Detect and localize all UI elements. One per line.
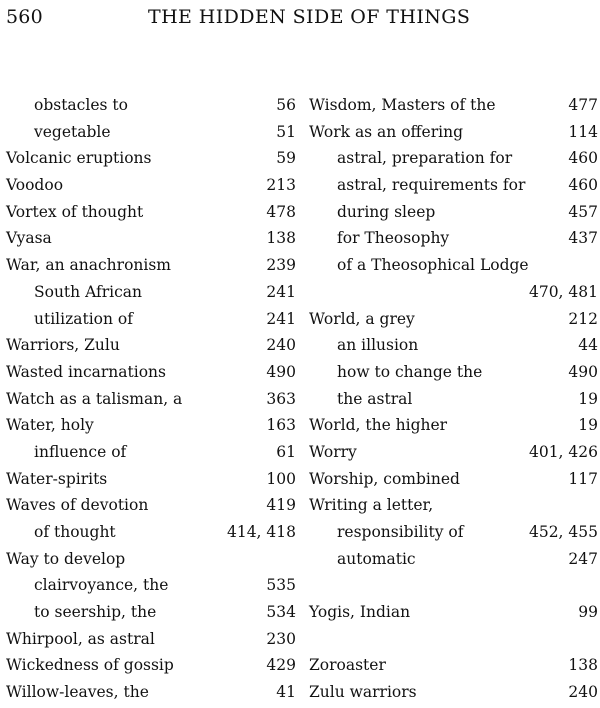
index-entry bbox=[6, 679, 296, 706]
index-page-refs: 100 bbox=[266, 469, 296, 488]
index-term: Work as an offering bbox=[309, 122, 464, 141]
index-entry bbox=[6, 546, 296, 573]
index-page-refs: 437 bbox=[568, 229, 598, 248]
index-term: Way to develop bbox=[6, 549, 126, 568]
index-entry bbox=[6, 199, 296, 226]
index-page-refs: 213 bbox=[266, 176, 296, 195]
index-entry bbox=[6, 119, 296, 146]
index-page-refs: 419 bbox=[266, 496, 296, 515]
index-entry bbox=[309, 279, 598, 306]
index-entry bbox=[6, 359, 296, 386]
index-entry bbox=[309, 145, 598, 172]
index-page-refs: 452, 455 bbox=[528, 523, 598, 541]
index-page-refs: 401, 426 bbox=[528, 442, 598, 461]
index-page-refs: 478 bbox=[266, 202, 296, 221]
index-entry bbox=[309, 652, 598, 679]
index-page-refs: 51 bbox=[276, 122, 296, 141]
index-entry bbox=[6, 252, 296, 279]
index-entry bbox=[6, 599, 296, 626]
index-term: responsibility of bbox=[337, 523, 464, 541]
index-page-refs: 41 bbox=[276, 683, 296, 702]
index-term: Yogis, Indian bbox=[309, 603, 411, 622]
index-term: Willow-leaves, the bbox=[6, 683, 149, 702]
index-page-refs: 59 bbox=[276, 149, 296, 168]
index-term: Voodoo bbox=[6, 176, 64, 195]
index-term: World, a grey bbox=[309, 309, 415, 328]
index-entry bbox=[6, 386, 296, 413]
index-page-refs: 239 bbox=[266, 256, 296, 275]
index-term: Worry bbox=[309, 442, 357, 461]
index-page-refs: 241 bbox=[266, 282, 296, 301]
index-page-refs: 460 bbox=[568, 149, 598, 168]
index-page-refs: 117 bbox=[568, 469, 598, 488]
running-title: THE HIDDEN SIDE OF THINGS bbox=[148, 6, 471, 28]
index-entry bbox=[309, 252, 598, 279]
index-entry bbox=[6, 279, 296, 306]
index-term: for Theosophy bbox=[337, 229, 450, 248]
index-term: Writing a letter, bbox=[309, 496, 434, 515]
index-term: an illusion bbox=[337, 336, 419, 355]
index-page-refs: 163 bbox=[266, 416, 296, 435]
index-term: Wisdom, Masters of the bbox=[309, 96, 496, 114]
index-page-refs: 44 bbox=[578, 336, 598, 355]
index-page-refs: 363 bbox=[266, 389, 296, 408]
index-page-refs: 490 bbox=[266, 362, 296, 381]
index-entry bbox=[6, 492, 296, 519]
index-entry bbox=[309, 492, 598, 519]
index-page-refs: 470, 481 bbox=[528, 282, 598, 301]
index-entry bbox=[309, 519, 598, 546]
index-term: astral, requirements for bbox=[337, 176, 526, 195]
index-term: how to change the bbox=[337, 362, 483, 381]
index-page-refs: 457 bbox=[568, 202, 598, 221]
index-term: clairvoyance, the bbox=[34, 576, 169, 595]
index-entry bbox=[6, 145, 296, 172]
index-page-refs: 19 bbox=[578, 416, 598, 435]
index-entry bbox=[309, 599, 598, 626]
index-term: during sleep bbox=[337, 202, 436, 221]
index-entry bbox=[309, 92, 598, 119]
index-term: Warriors, Zulu bbox=[6, 336, 120, 355]
index-entry bbox=[6, 572, 296, 599]
index-entry bbox=[309, 306, 598, 333]
index-page-refs: 61 bbox=[276, 442, 296, 461]
index-entry bbox=[6, 92, 296, 119]
index-term: of thought bbox=[34, 523, 116, 541]
index-term: of a Theosophical Lodge bbox=[337, 256, 529, 275]
index-page-refs: 138 bbox=[568, 656, 598, 675]
index-entry bbox=[309, 439, 598, 466]
index-term: Wasted incarnations bbox=[6, 362, 166, 381]
index-entry bbox=[309, 386, 598, 413]
index-entry bbox=[309, 119, 598, 146]
index-term: to seership, the bbox=[34, 603, 157, 622]
index-entry bbox=[6, 225, 296, 252]
index-gap bbox=[309, 572, 598, 599]
index-term: War, an anachronism bbox=[6, 256, 171, 275]
index-term: South African bbox=[34, 282, 143, 301]
index-page-refs: 56 bbox=[276, 96, 296, 114]
index-entry bbox=[309, 225, 598, 252]
index-term: Vortex of thought bbox=[6, 202, 144, 221]
index-term: Vyasa bbox=[6, 229, 52, 248]
index-column-left bbox=[6, 92, 296, 706]
index-term: World, the higher bbox=[309, 416, 448, 435]
index-term: Worship, combined bbox=[309, 469, 460, 488]
index-term: Zulu warriors bbox=[309, 683, 417, 702]
index-entry bbox=[309, 172, 598, 199]
index-term: Whirpool, as astral bbox=[6, 629, 155, 648]
index-page-refs: 534 bbox=[266, 603, 296, 622]
index-term: Volcanic eruptions bbox=[6, 149, 152, 168]
index-entry bbox=[6, 172, 296, 199]
index-term: vegetable bbox=[34, 122, 111, 141]
index-entry bbox=[6, 652, 296, 679]
index-page-refs: 19 bbox=[578, 389, 598, 408]
index-page-refs: 240 bbox=[568, 683, 598, 702]
index-entry bbox=[6, 439, 296, 466]
index-term: Waves of devotion bbox=[6, 496, 149, 515]
index-page-refs: 240 bbox=[266, 336, 296, 355]
index-term: Wickedness of gossip bbox=[6, 656, 174, 675]
page-header bbox=[0, 0, 600, 30]
index-entry bbox=[6, 626, 296, 653]
index-term: Watch as a talisman, a bbox=[6, 389, 183, 408]
index-term: Water-spirits bbox=[6, 469, 108, 488]
index-page-refs: 477 bbox=[568, 96, 598, 114]
index-page-refs: 490 bbox=[568, 362, 598, 381]
index-page-refs: 138 bbox=[266, 229, 296, 248]
index-column-right bbox=[309, 92, 598, 706]
index-entry bbox=[309, 466, 598, 493]
index-page-refs: 99 bbox=[578, 603, 598, 622]
index-page-refs: 230 bbox=[266, 629, 296, 648]
index-term: obstacles to bbox=[34, 96, 128, 114]
index-gap bbox=[309, 626, 598, 653]
index-entry bbox=[6, 519, 296, 546]
index-page-refs: 460 bbox=[568, 176, 598, 195]
index-page-refs: 429 bbox=[266, 656, 296, 675]
index-entry bbox=[6, 306, 296, 333]
index-entry bbox=[309, 679, 598, 706]
index-entry bbox=[309, 546, 598, 573]
index-term: influence of bbox=[34, 442, 127, 461]
index-page-refs: 241 bbox=[266, 309, 296, 328]
index-page-refs: 247 bbox=[568, 549, 598, 568]
index-term: automatic bbox=[337, 549, 416, 568]
index-page-refs: 212 bbox=[568, 309, 598, 328]
index-term: the astral bbox=[337, 389, 413, 408]
index-page-refs: 414, 418 bbox=[226, 523, 296, 541]
index-page-refs: 535 bbox=[266, 576, 296, 595]
index-entry bbox=[6, 412, 296, 439]
index-entry bbox=[309, 412, 598, 439]
index-page-refs: 114 bbox=[568, 122, 598, 141]
index-term: Zoroaster bbox=[309, 656, 386, 675]
index-entry bbox=[309, 332, 598, 359]
index-term: Water, holy bbox=[6, 416, 94, 435]
index-term: astral, preparation for bbox=[337, 149, 513, 168]
index-entry bbox=[309, 199, 598, 226]
index-entry bbox=[6, 466, 296, 493]
page-number: 560 bbox=[6, 6, 43, 28]
index-term: utilization of bbox=[34, 309, 133, 328]
index-entry bbox=[309, 359, 598, 386]
index-entry bbox=[6, 332, 296, 359]
